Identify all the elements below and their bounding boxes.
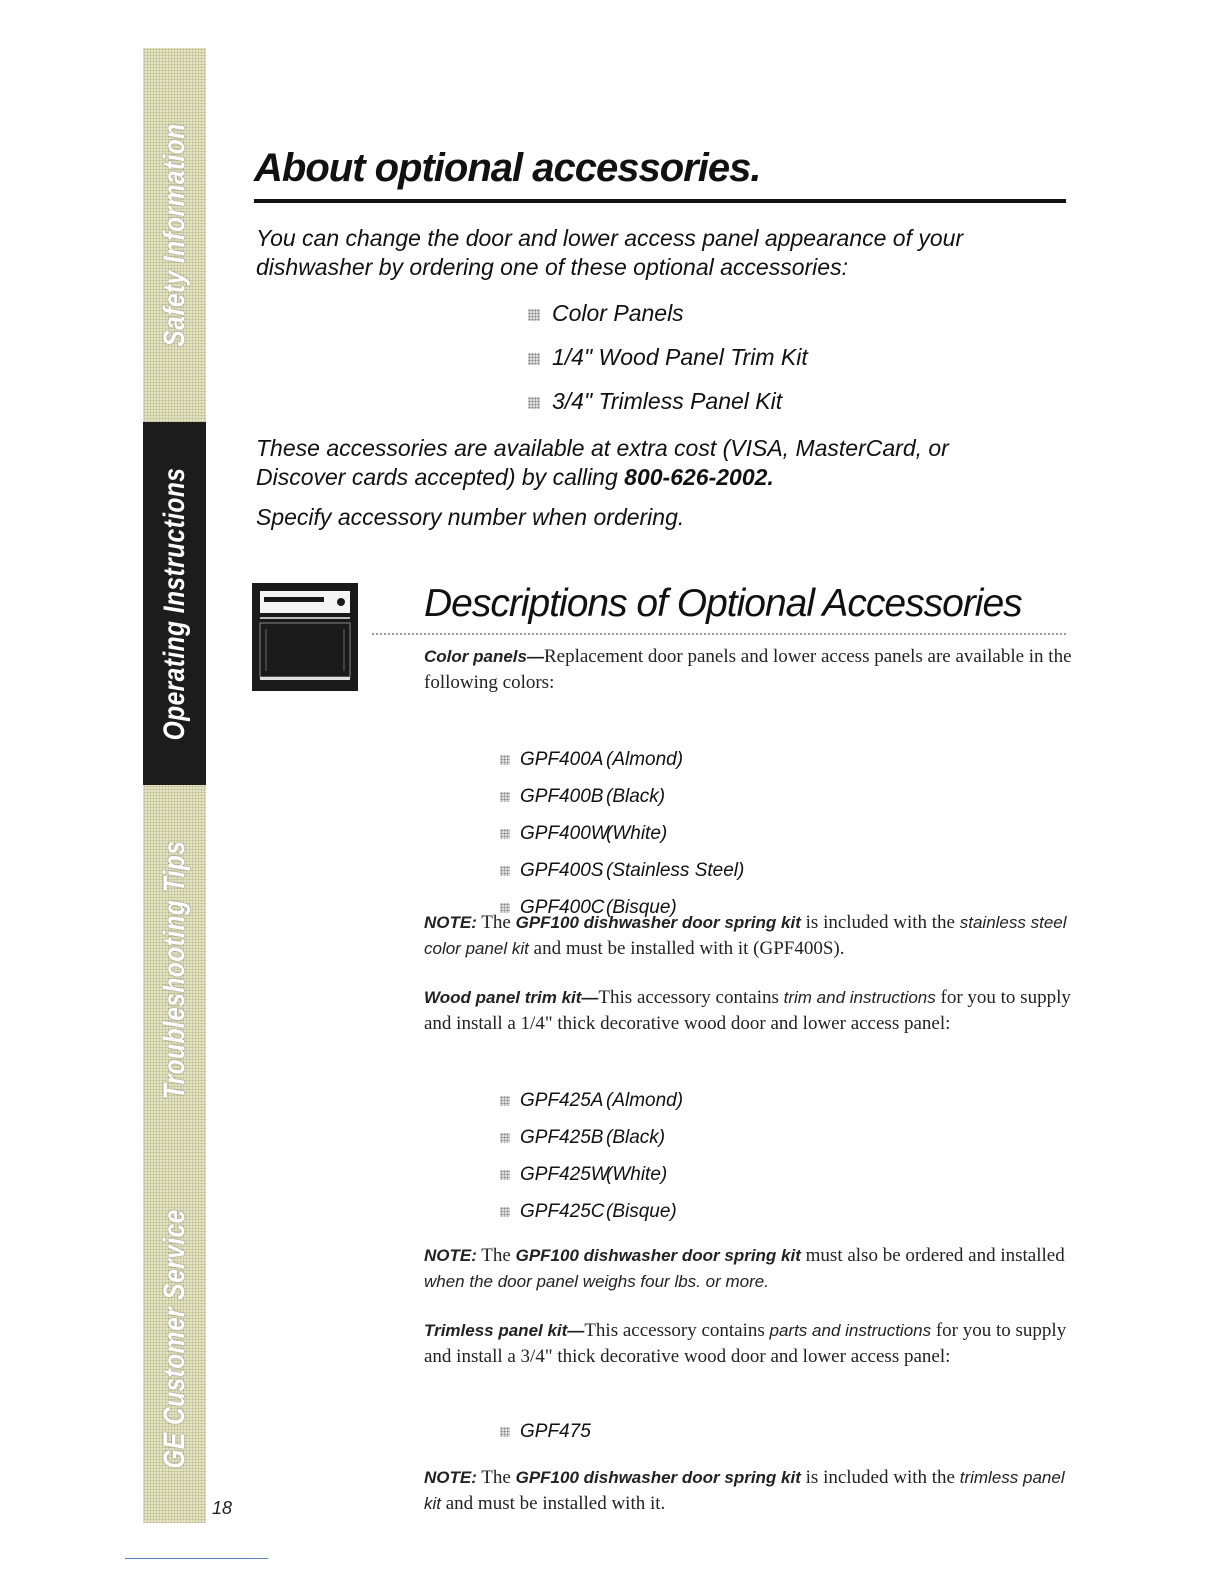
intro-text: You can change the door and lower access panel appearance of your dishwasher by ordering one of these optional accessories: — [256, 225, 964, 280]
note-emphasis: trimless panel kit — [424, 1468, 1065, 1513]
sidebar-tab-label: Troubleshooting Tips — [157, 840, 191, 1100]
model-code: GPF425C — [520, 1201, 605, 1222]
section-rule — [372, 633, 1066, 635]
trimless-panel-models — [500, 1418, 606, 1455]
option-label: 3/4" Trimless Panel Kit — [552, 388, 783, 414]
list-item — [528, 384, 808, 428]
model-code: GPF400W — [520, 823, 609, 844]
page-title: About optional accessories. — [254, 146, 761, 190]
note-text: The — [476, 1245, 516, 1266]
note-text: is included with the — [800, 1467, 960, 1488]
paragraph — [424, 985, 1074, 1037]
trimless-panel-emphasis: parts and instructions — [769, 1321, 932, 1340]
wood-panel-note — [424, 1243, 1074, 1295]
sidebar-tab-label: Safety Information — [157, 123, 191, 347]
paragraph — [424, 1243, 1074, 1295]
list-item — [528, 340, 808, 384]
color-panels-description — [424, 644, 1074, 696]
trimless-panel-text: for you to supply and install a 3/4" thick decorative wood door and lower access panel: — [424, 1320, 1067, 1367]
bullet-icon — [500, 792, 510, 802]
trimless-panel-text: This accessory contains — [584, 1320, 770, 1341]
dishwasher-icon — [250, 577, 370, 693]
paragraph — [424, 1465, 1074, 1517]
model-code: GPF425B — [520, 1127, 604, 1148]
trimless-panel-note — [424, 1465, 1074, 1517]
sidebar-tab-ge-customer-service[interactable] — [143, 1155, 206, 1523]
note-text: and must be installed with it. — [441, 1493, 666, 1514]
availability-text — [256, 434, 1036, 492]
bullet-icon — [500, 755, 510, 765]
wood-panel-description — [424, 985, 1074, 1037]
note-label: NOTE: — [424, 913, 477, 932]
bullet-icon — [528, 397, 540, 409]
title-rule — [254, 199, 1066, 203]
model-desc: (Stainless Steel) — [606, 860, 745, 881]
color-panels-text: Replacement door panels and lower access panels are available in the following colors: — [424, 646, 1072, 693]
wood-panel-lead: Wood panel trim kit— — [424, 988, 599, 1007]
paragraph — [424, 1318, 1074, 1370]
model-code: GPF475 — [520, 1421, 591, 1442]
page-number: 18 — [212, 1498, 233, 1518]
color-panels-lead: Color panels— — [424, 647, 544, 666]
spring-kit-name: GPF100 dishwasher door spring kit — [515, 1468, 801, 1487]
spring-kit-name: GPF100 dishwasher door spring kit — [515, 913, 801, 932]
bullet-icon — [500, 1096, 510, 1106]
list-item — [500, 857, 744, 894]
wood-panel-models — [500, 1087, 683, 1235]
note-text: must also be ordered and installed — [800, 1245, 1065, 1266]
sidebar-tab-troubleshooting-tips[interactable] — [143, 785, 206, 1155]
note-text: and must be installed with it (GPF400S). — [528, 938, 845, 959]
model-desc: (Black) — [606, 786, 666, 807]
note-text: The — [476, 912, 516, 933]
color-panels-models — [500, 746, 744, 931]
wood-panel-emphasis: trim and instructions — [783, 988, 936, 1007]
model-desc: (Bisque) — [606, 1201, 677, 1222]
list-item — [500, 1418, 606, 1455]
option-label: Color Panels — [552, 300, 684, 326]
list-item — [500, 783, 744, 820]
bullet-icon — [528, 309, 540, 321]
note-text: The — [476, 1467, 516, 1488]
note-emphasis: when the door panel weighs four lbs. or more. — [424, 1272, 769, 1291]
bullet-icon — [500, 866, 510, 876]
model-code: GPF400C — [520, 897, 605, 918]
model-code: GPF425W — [520, 1164, 609, 1185]
wood-panel-text: for you to supply and install a 1/4" thick decorative wood door and lower access panel: — [424, 987, 1071, 1034]
note-emphasis: stainless steel color panel kit — [424, 913, 1067, 958]
paragraph — [424, 910, 1074, 962]
note-label: NOTE: — [424, 1246, 477, 1265]
section-heading: Descriptions of Optional Accessories — [424, 582, 1022, 625]
model-desc: (White) — [606, 1164, 668, 1185]
list-item — [500, 1198, 683, 1235]
list-item — [500, 1087, 683, 1124]
paragraph — [424, 644, 1074, 696]
sidebar-tab-label: GE Customer Service — [157, 1209, 191, 1469]
model-code: GPF400A — [520, 749, 604, 770]
list-item — [500, 746, 744, 783]
model-code: GPF400B — [520, 786, 604, 807]
sidebar-tab-operating-instructions[interactable] — [143, 422, 206, 785]
model-desc: (White) — [606, 823, 668, 844]
accessory-options-list — [528, 296, 808, 428]
list-item — [528, 296, 808, 340]
list-item — [500, 820, 744, 857]
sidebar-tab-safety-information[interactable] — [143, 48, 206, 422]
spring-kit-name: GPF100 dishwasher door spring kit — [515, 1246, 801, 1265]
option-label: 1/4" Wood Panel Trim Kit — [552, 344, 808, 370]
footer-rule — [125, 1558, 268, 1559]
bullet-icon — [500, 1207, 510, 1217]
model-desc: (Black) — [606, 1127, 666, 1148]
sidebar-tab-label: Operating Instructions — [157, 467, 191, 740]
bullet-icon — [500, 1427, 510, 1437]
bullet-icon — [500, 1170, 510, 1180]
list-item — [500, 1161, 683, 1198]
intro-paragraph — [256, 224, 1056, 282]
trimless-panel-description — [424, 1318, 1074, 1370]
bullet-icon — [500, 1133, 510, 1143]
specify-text: Specify accessory number when ordering. — [256, 504, 685, 530]
model-code: GPF425A — [520, 1090, 604, 1111]
model-desc: (Almond) — [606, 749, 684, 770]
list-item — [500, 1124, 683, 1161]
model-desc: (Almond) — [606, 1090, 684, 1111]
bullet-icon — [500, 829, 510, 839]
note-text: is included with the — [800, 912, 960, 933]
bullet-icon — [528, 353, 540, 365]
color-panels-note — [424, 910, 1074, 962]
model-desc: (Bisque) — [606, 897, 677, 918]
phone-number: 800-626-2002. — [624, 464, 774, 490]
model-code: GPF400S — [520, 860, 604, 881]
availability-body: These accessories are available at extra cost (VISA, MasterCard, or Discover cards accepted) by calling — [256, 435, 949, 490]
availability-paragraph — [256, 434, 1036, 543]
trimless-panel-lead: Trimless panel kit— — [424, 1321, 585, 1340]
note-label: NOTE: — [424, 1468, 477, 1487]
wood-panel-text: This accessory contains — [598, 987, 784, 1008]
